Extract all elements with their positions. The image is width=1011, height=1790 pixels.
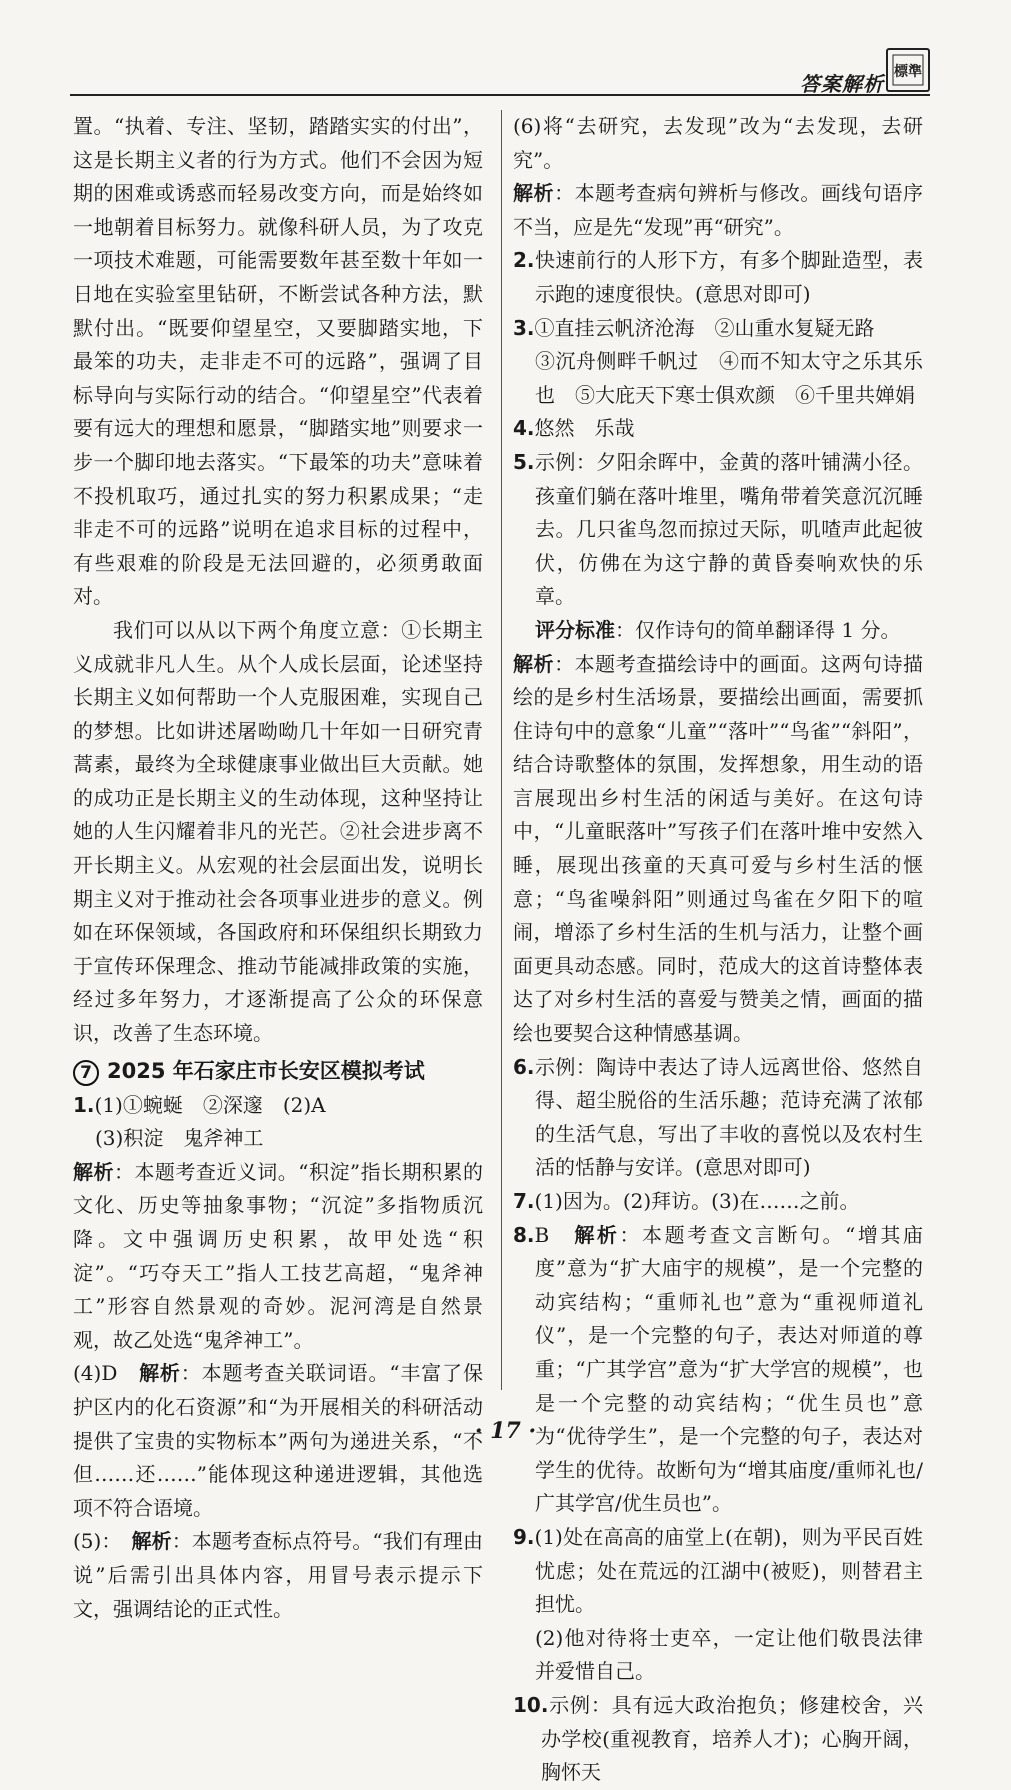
section-title: 2025 年石家庄市长安区模拟考试: [107, 1058, 425, 1083]
question-9-part-2: (2)他对待将士吏卒，一定让他们敬畏法律并爱惜自己。: [535, 1625, 923, 1684]
question-10: 10.示例：具有远大政治抱负；修建校舍，兴办学校(重视教育，培养人才)；心胸开阔，胸怀天: [513, 1692, 923, 1785]
question-1-part-3: (3)积淀 鬼斧神工: [95, 1126, 264, 1151]
question-4: 4.悠然 乐哉: [513, 416, 635, 441]
question-8: 8.B 解析：本题考查文言断句。“增其庙度”意为“扩大庙宇的规模”，是一个完整的动宾结构；“重师礼也”意为“重视师道礼仪”，是一个完整的句子，表达对师道的尊重；“广其学宫”意为“扩大学宫的规模”，也是一个完整的动宾结构；“优生员也”意为“优待学生”，是一个完整的句子，表达对学生的优待。故断句为“增其庙度/重师礼也/广其学宫/优生员也”。: [513, 1222, 923, 1516]
left-column: [73, 110, 483, 1626]
question-5-scoring: 评分标准：仅作诗句的简单翻译得 1 分。: [535, 617, 901, 642]
right-column: [513, 110, 923, 1790]
question-6: 6.示例：陶诗中表达了诗人远离世俗、悠然自得、超尘脱俗的生活乐趣；范诗充满了浓郁的生活气息，写出了丰收的喜悦以及农村生活的恬静与安详。(意思对即可): [513, 1054, 923, 1180]
header-title: 答案解析: [800, 72, 884, 96]
question-1: 1.(1)①蜿蜒 ②深邃 (2)A: [73, 1092, 326, 1117]
essay-angle-paragraph: 我们可以从以下两个角度立意：①长期主义成就非凡人生。从个人成长层面，论述坚持长期主义如何帮助一个人克服困难，实现自己的梦想。比如讲述屠呦呦几十年如一日研究青蒿素，最终为全球健康事业做出巨大贡献。她的成功正是长期主义的生动体现，这种坚持让她的人生闪耀着非凡的光芒。②社会进步离不开长期主义。从宏观的社会层面出发，说明长期主义对于推动社会各项事业进步的意义。例如在环保领域，各国政府和环保组织长期致力于宣传环保理念、推动节能减排政策的实施，经过多年努力，才逐渐提高了公众的环保意识，改善了生态环境。: [73, 617, 483, 1046]
page-header: [70, 64, 930, 98]
brand-logo: [886, 48, 930, 92]
section-number-badge: 7: [73, 1060, 99, 1086]
page-number: · 17 ·: [474, 1418, 537, 1444]
essay-analysis-paragraph: 置。“执着、专注、坚韧，踏踏实实的付出”，这是长期主义者的行为方式。他们不会因为短期的困难或诱惑而轻易改变方向，而是始终如一地朝着目标努力。就像科研人员，为了攻克一项技术难题，可能需要数年甚至数十年如一日地在实验室里钻研，不断尝试各种方法，默默付出。“既要仰望星空，又要脚踏实地，下最笨的功夫，走非走不可的远路”，强调了目标导向与实际行动的结合。“仰望星空”代表着要有远大的理想和愿景，“脚踏实地”则要求一步一个脚印地去落实。“下最笨的功夫”意味着不投机取巧，通过扎实的努力积累成果；“走非走不可的远路”说明在追求目标的过程中，有些艰难的阶段是无法回避的，必须勇敢面对。: [73, 114, 483, 609]
svg-text:標準: 標準: [894, 64, 922, 80]
question-3: 3.①直挂云帆济沧海 ②山重水复疑无路: [513, 315, 875, 340]
brand-logo-icon: [891, 53, 925, 87]
question-1-part-6: (6)将“去研究，去发现”改为“去发现，去研究”。: [513, 114, 923, 172]
column-divider: [501, 110, 502, 1390]
question-5: 5.示例：夕阳余晖中，金黄的落叶铺满小径。孩童们躺在落叶堆里，嘴角带着笑意沉沉睡去。几只雀鸟忽而掠过天际，叽喳声此起彼伏，仿佛在为这宁静的黄昏奏响欢快的乐章。: [513, 449, 923, 609]
question-7: 7.(1)因为。(2)拜访。(3)在……之前。: [513, 1189, 860, 1213]
question-1-part-6-analysis: 解析：本题考查病句辨析与修改。画线句语序不当，应是先“发现”再“研究”。: [513, 181, 924, 239]
question-1-part-4: (4)D 解析：本题考查关联词语。“丰富了保护区内的化石资源”和“为开展相关的科研活动提供了宝贵的实物标本”两句为递进关系，“不但……还……”能体现这种递进逻辑，其他选项不符合语境。: [73, 1361, 483, 1520]
question-2: 2.快速前行的人形下方，有多个脚趾造型，表示跑的速度很快。(意思对即可): [513, 248, 923, 306]
section-heading: [73, 1053, 483, 1089]
question-1-analysis: 解析：本题考查近义词。“积淀”指长期积累的文化、历史等抽象事物；“沉淀”多指物质沉降。文中强调历史积累，故甲处选“积淀”。“巧夺天工”指人工技艺高超，“鬼斧神工”形容自然景观的奇妙。泥河湾是自然景观，故乙处选“鬼斧神工”。: [73, 1159, 484, 1352]
question-5-analysis: 解析：本题考查描绘诗中的画面。这两句诗描绘的是乡村生活场景，要描绘出画面，需要抓住诗句中的意象“儿童”“落叶”“鸟雀”“斜阳”，结合诗歌整体的氛围，发挥想象，用生动的语言展现出乡村生活的闲适与美好。在这句诗中，“儿童眠落叶”写孩子们在落叶堆中安然入睡，展现出孩童的天真可爱与乡村生活的惬意；“鸟雀噪斜阳”则通过鸟雀在夕阳下的喧闹，增添了乡村生活的生机与活力，让整个画面更具动态感。同时，范成大的这首诗整体表达了对乡村生活的喜爱与赞美之情，画面的描绘也要契合这种情感基调。: [513, 651, 924, 1046]
question-3-continued: ③沉舟侧畔千帆过 ④而不知太守之乐其乐也 ⑤大庇天下寒士俱欢颜 ⑥千里共婵娟: [535, 349, 923, 407]
question-9: 9.(1)处在高高的庙堂上(在朝)，则为平民百姓忧虑；处在荒远的江湖中(被贬)，则替君主担忧。: [513, 1524, 923, 1617]
question-1-part-5: (5)： 解析：本题考查标点符号。“我们有理由说”后需引出具体内容，用冒号表示提示下文，强调结论的正式性。: [73, 1529, 483, 1621]
